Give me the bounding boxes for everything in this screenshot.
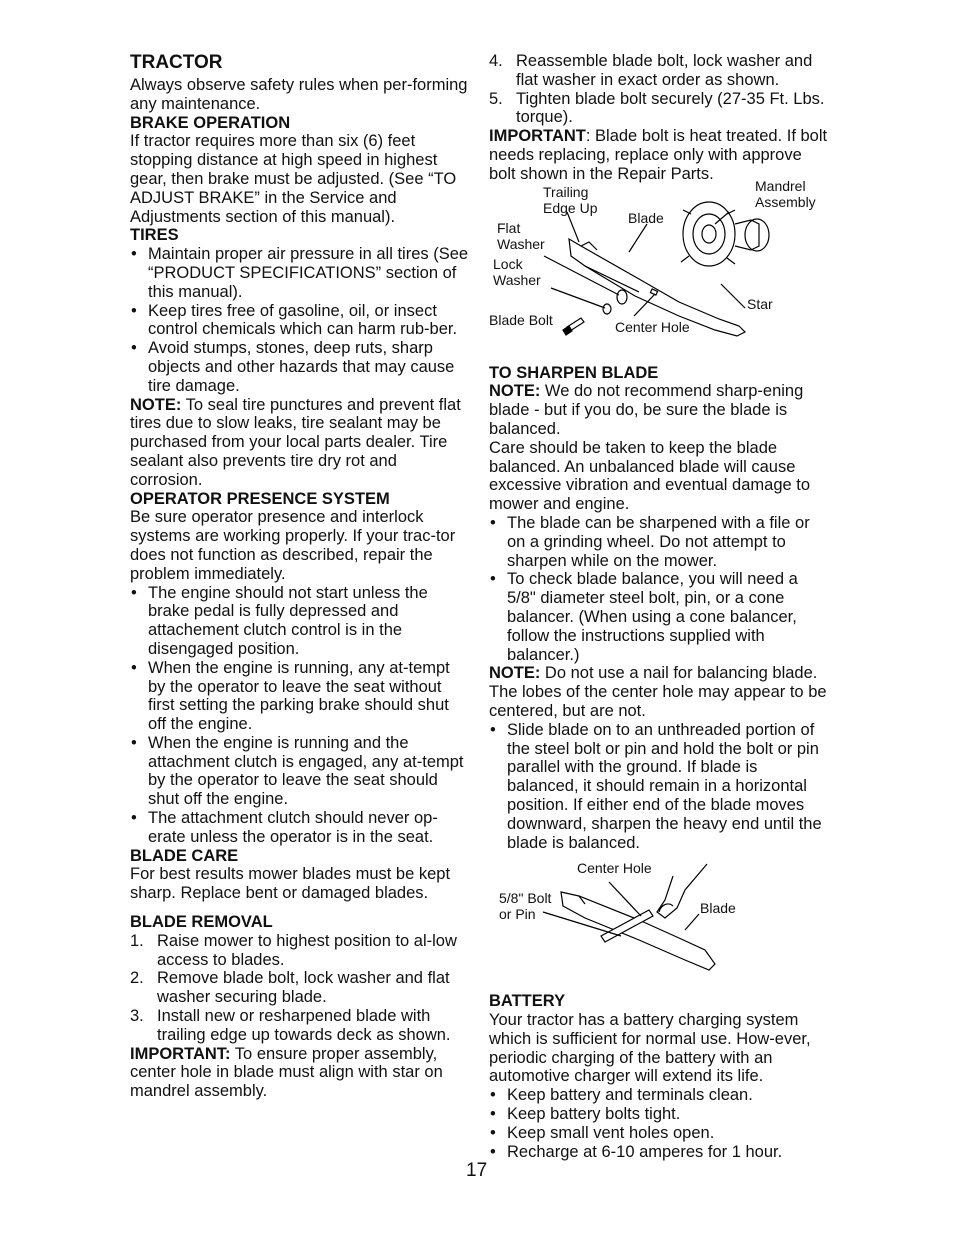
list-item: 2. Remove blade bolt, lock washer and flat washer securing blade.: [130, 969, 450, 1007]
ops-text: Be sure operator presence and interlock systems are working properly. If your trac-tor does not function as described, repair the problem immediately.: [130, 508, 456, 583]
page-number: 17: [466, 1160, 488, 1181]
label-blade: Blade: [700, 900, 736, 917]
important-text: To ensure proper assembly, center hole in blade must align with star on mandrel assembly.: [130, 1044, 443, 1101]
important-label: IMPORTANT:: [130, 1044, 231, 1063]
important-label: IMPORTANT: [489, 127, 586, 146]
important-text: : Blade bolt is heat treated. If bolt needs replacing, replace only with approve bolt shown in the Repair Parts.: [489, 127, 828, 183]
intro-text: Always observe safety rules when per-forming any maintenance.: [130, 76, 468, 113]
note-label: NOTE:: [489, 664, 541, 683]
list-item: • When the engine is running, any at-tempt by the operator to leave the seat without first setting the parking brake should shut off the engine.: [130, 659, 470, 734]
section-title-tractor: TRACTOR: [130, 52, 223, 73]
list-item: • Slide blade on to an unthreaded portion of the steel bolt or pin and hold the bolt or pin parallel with the ground. If blade is balanced, it should remain in a horizontal position. If either end of the blade moves downward, sharpen the heavy end until the blade is balanced.: [489, 721, 829, 853]
battery-text: Your tractor has a battery charging system which is sufficient for normal use. How-ever, periodic charging of the battery with an automotive charger will extend its life.: [489, 1011, 811, 1086]
balance-list: [489, 721, 829, 853]
label-trailing-edge: Trailing Edge Up: [543, 183, 598, 216]
list-item: • Keep battery bolts tight.: [489, 1105, 829, 1124]
heading-sharpen-blade: TO SHARPEN BLADE: [489, 363, 659, 382]
list-item: 4. Reassemble blade bolt, lock washer and flat washer in exact order as shown.: [489, 52, 813, 89]
removal-important: [130, 1045, 470, 1101]
label-blade: Blade: [628, 209, 664, 226]
heading-blade-removal: BLADE REMOVAL: [130, 913, 273, 932]
label-mandrel-assembly: Mandrel Assembly: [755, 177, 816, 210]
list-item: • Keep battery and terminals clean.: [489, 1086, 829, 1105]
label-bolt-or-pin: 5/8" Bolt or Pin: [499, 890, 552, 923]
label-flat-washer: Flat Washer: [497, 219, 545, 252]
heading-operator-presence: OPERATOR PRESENCE SYSTEM: [130, 489, 390, 508]
care-text: For best results mower blades must be kept sharp. Replace bent or damaged blades.: [130, 865, 451, 903]
heading-blade-care: BLADE CARE: [130, 846, 239, 865]
list-item: • The blade can be sharpened with a file or on a grinding wheel. Do not attempt to sharpen while on the mower.: [489, 514, 829, 570]
tires-note: [130, 396, 470, 490]
heading-tires: TIRES: [130, 226, 179, 245]
label-blade-bolt: Blade Bolt: [489, 311, 553, 328]
note-text: Do not use a nail for balancing blade. The lobes of the center hole may appear to be centered, but are not.: [489, 664, 827, 720]
blade-assembly-diagram: [489, 177, 829, 354]
ops-list: [130, 584, 470, 847]
sharpen-note-1: [489, 382, 829, 438]
brake-text: If tractor requires more than six (6) feet stopping distance at high speed in highest gear, then brake must be adjusted. (See “TO ADJUST BRAKE” in the Service and Adjustments section of this manual).: [130, 132, 457, 226]
list-item: • Avoid stumps, stones, deep ruts, sharp objects and other hazards that may cause tire damage.: [130, 339, 470, 395]
removal-steps: [130, 932, 470, 1045]
removal-steps-continued: [489, 52, 829, 127]
sharpen-list: [489, 514, 829, 664]
list-item: • Maintain proper air pressure in all tires (See “PRODUCT SPECIFICATIONS” section of this manual).: [130, 245, 470, 301]
list-item: 3. Install new or resharpened blade with trailing edge up towards deck as shown.: [130, 1007, 451, 1044]
list-item: • Recharge at 6-10 amperes for 1 hour.: [489, 1143, 829, 1162]
right-column: [489, 52, 829, 1161]
tires-list: [130, 245, 470, 395]
list-item: 5. Tighten blade bolt securely (27-35 Ft. Lbs. torque).: [489, 89, 825, 127]
note-text: We do not recommend sharp-ening blade - but if you do, be sure the blade is balanced.: [489, 382, 804, 438]
label-lock-washer: Lock Washer: [493, 255, 541, 288]
list-item: 1. Raise mower to highest position to al-low access to blades.: [130, 931, 457, 969]
list-item: • When the engine is running and the attachment clutch is engaged, any at-tempt by the operator to leave the seat should shut off the engine.: [130, 734, 470, 809]
battery-list: [489, 1086, 829, 1161]
blade-balance-diagram: [489, 860, 829, 982]
note-text: To seal tire punctures and prevent flat tires due to slow leaks, tire sealant may be purchased from your local parts dealer. Tire sealant also prevents tire dry rot and corrosion.: [130, 395, 461, 489]
label-star: Star: [747, 295, 773, 312]
bolt-important: [489, 127, 829, 183]
heading-battery: BATTERY: [489, 992, 566, 1011]
sharpen-note-2: [489, 664, 829, 720]
list-item: • The engine should not start unless the brake pedal is fully depressed and attachement clutch control is in the disengaged position.: [130, 584, 470, 659]
list-item: • To check blade balance, you will need a 5/8" diameter steel bolt, pin, or a cone balancer. (When using a cone balancer, follow the instructions supplied with balancer.): [489, 570, 829, 664]
note-label: NOTE:: [130, 395, 182, 414]
label-center-hole: Center Hole: [615, 318, 690, 335]
label-center-hole: Center Hole: [577, 860, 652, 877]
list-item: • Keep tires free of gasoline, oil, or insect control chemicals which can harm rub-ber.: [130, 302, 470, 340]
sharpen-text: Care should be taken to keep the blade balanced. An unbalanced blade will cause excessive vibration and eventual damage to mower and engine.: [489, 438, 811, 514]
heading-brake-operation: BRAKE OPERATION: [130, 113, 291, 132]
list-item: • Keep small vent holes open.: [489, 1124, 829, 1143]
list-item: • The attachment clutch should never op-erate unless the operator is in the seat.: [130, 809, 470, 847]
left-column: [130, 52, 470, 1101]
note-label: NOTE:: [489, 382, 541, 401]
